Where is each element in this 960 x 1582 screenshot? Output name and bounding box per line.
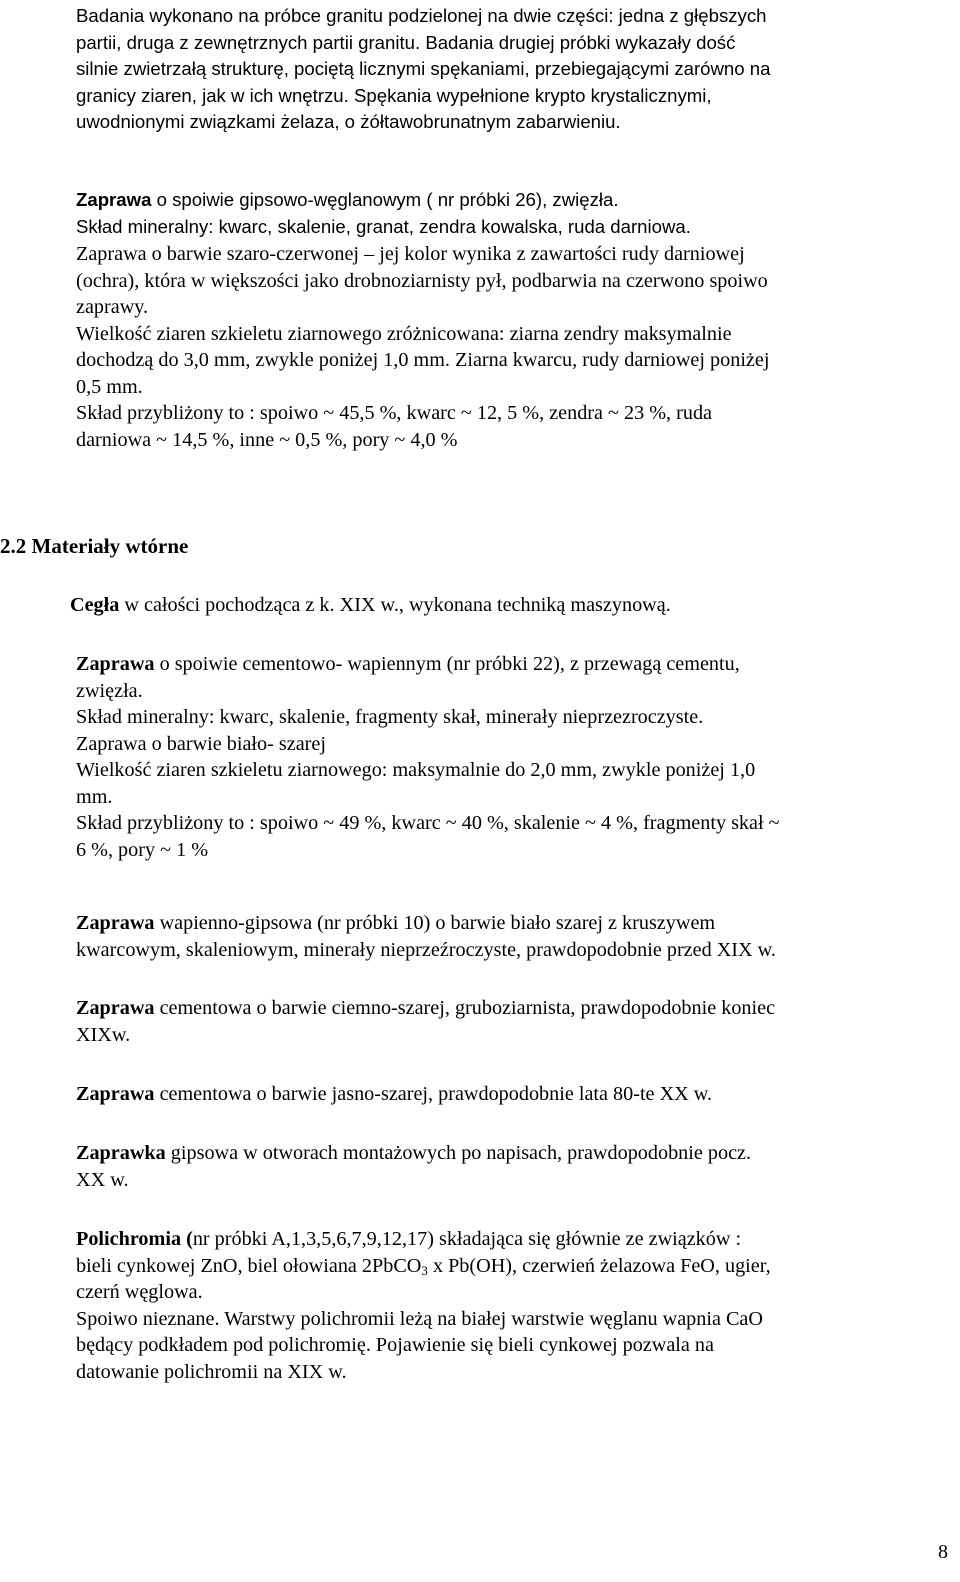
- text-line: XIXw.: [76, 1023, 131, 1046]
- text-line: [76, 651, 952, 678]
- text-line: Skład przybliżony to : spoiwo ~ 49 %, kwarc ~ 40 %, skalenie ~ 4 %, fragmenty skał ~: [76, 812, 780, 834]
- text-line: Skład przybliżony to : spoiwo ~ 45,5 %, kwarc ~ 12, 5 %, zendra ~ 23 %, ruda: [76, 402, 713, 424]
- mortar-22-paragraph: [76, 651, 952, 863]
- text-line: Wielkość ziaren szkieletu ziarnowego: maksymalnie do 2,0 mm, zwykle poniżej 1,0: [76, 759, 756, 781]
- text-line: [76, 910, 952, 937]
- text-line: 6 %, pory ~ 1 %: [76, 838, 209, 861]
- polychrome-paragraph: [76, 1226, 952, 1385]
- text-run: o spoiwie cementowo- wapiennym (nr próbki 22), z przewagą cementu,: [154, 653, 740, 675]
- text-line: zaprawy.: [76, 296, 149, 318]
- gypsum-mortar-paragraph: [76, 1140, 952, 1193]
- text-line: silnie zwietrzałą strukturę, pociętą licznymi spękaniami, przebiegającymi zarówno na: [76, 58, 771, 79]
- section-heading: 2.2 Materiały wtórne: [0, 534, 189, 558]
- term-bold: Cegła: [70, 594, 120, 616]
- text-line: Zaprawa o barwie szaro-czerwonej – jej kolor wynika z zawartości rudy darniowej: [76, 243, 745, 265]
- mortar-26-details: [76, 241, 952, 453]
- text-line: datowanie polichromii na XIX w.: [76, 1360, 347, 1383]
- text-line: [70, 592, 950, 619]
- text-run: cementowa o barwie ciemno-szarej, gruboziarnista, prawdopodobnie koniec: [154, 997, 776, 1019]
- text-line: Zaprawa o barwie biało- szarej: [76, 732, 326, 755]
- text-line: kwarcowym, skaleniowym, minerały nieprzeźroczyste, prawdopodobnie przed XIX w.: [76, 938, 776, 961]
- text-run: o spoiwie gipsowo-węglanowym ( nr próbki 26), zwięzła.: [151, 189, 619, 210]
- text-line: [76, 1226, 952, 1253]
- page-number: 8: [938, 1541, 948, 1563]
- text-line: dochodzą do 3,0 mm, zwykle poniżej 1,0 mm. Ziarna kwarcu, rudy darniowej poniżej: [76, 349, 770, 371]
- term-bold: Zaprawa: [76, 189, 152, 210]
- text-line: Skład mineralny: kwarc, skalenie, granat, zendra kowalska, ruda darniowa.: [76, 215, 691, 237]
- text-line: zwięzła.: [76, 679, 143, 702]
- text-run: gipsowa w otworach montażowych po napisach, prawdopodobnie pocz.: [165, 1142, 752, 1164]
- term-bold: Zaprawa: [76, 653, 155, 675]
- text-line: darniowa ~ 14,5 %, inne ~ 0,5 %, pory ~ 4,0 %: [76, 428, 458, 451]
- text-line: Skład mineralny: kwarc, skalenie, fragmenty skał, minerały nieprzezroczyste.: [76, 706, 704, 728]
- text-line: będący podkładem pod polichromię. Pojawienie się bieli cynkowej pozwala na: [76, 1334, 714, 1356]
- term-bold: Zaprawa: [76, 912, 155, 934]
- term-bold: Polichromia (: [76, 1228, 193, 1250]
- text-line: mm.: [76, 785, 113, 808]
- text-run: bieli cynkowej ZnO, biel ołowiana 2PbCO: [76, 1254, 422, 1277]
- text-line: uwodnionymi związkami żelaza, o żółtawobrunatnym zabarwieniu.: [76, 111, 621, 132]
- brick-paragraph: [70, 592, 950, 619]
- text-run: w całości pochodząca z k. XIX w., wykonana techniką maszynową.: [119, 594, 671, 616]
- mortar-light-paragraph: [76, 1081, 952, 1108]
- term-bold: Zaprawa: [76, 997, 155, 1019]
- granite-paragraph: [76, 3, 952, 136]
- text-line: [76, 187, 952, 214]
- text-run: cementowa o barwie jasno-szarej, prawdopodobnie lata 80-te XX w.: [154, 1083, 713, 1105]
- text-run: wapienno-gipsowa (nr próbki 10) o barwie biało szarej z kruszywem: [154, 912, 716, 934]
- text-line: [76, 995, 952, 1022]
- text-line: czerń węglowa.: [76, 1281, 203, 1303]
- text-line: [76, 1081, 952, 1108]
- mortar-26-paragraph: [76, 187, 952, 240]
- text-run: x Pb(OH), czerwień żelazowa FeO, ugier,: [427, 1254, 771, 1277]
- mortar-dark-paragraph: [76, 995, 952, 1048]
- mortar-10-paragraph: [76, 910, 952, 963]
- text-line: [76, 1140, 952, 1167]
- subscript: 3: [421, 1262, 428, 1278]
- text-line: partii, druga z zewnętrznych partii granitu. Badania drugiej próbki wykazały dość: [76, 31, 736, 53]
- term-bold: Zaprawa: [76, 1083, 155, 1105]
- term-bold: Zaprawka: [76, 1142, 166, 1164]
- text-run: nr próbki A,1,3,5,6,7,9,12,17) składająca się głównie ze związków :: [192, 1228, 742, 1250]
- text-line: Badania wykonano na próbce granitu podzielonej na dwie części: jedna z głębszych: [76, 5, 767, 26]
- text-line: 0,5 mm.: [76, 375, 143, 398]
- text-line: Wielkość ziaren szkieletu ziarnowego zróżnicowana: ziarna zendry maksymalnie: [76, 322, 732, 345]
- text-line: (ochra), która w większości jako drobnoziarnisty pył, podbarwia na czerwono spoiwo: [76, 269, 768, 292]
- text-line: Spoiwo nieznane. Warstwy polichromii leżą na białej warstwie węglanu wapnia CaO: [76, 1307, 763, 1330]
- text-line: XX w.: [76, 1168, 129, 1191]
- text-line: [76, 1253, 952, 1280]
- text-line: granicy ziaren, jak w ich wnętrzu. Spękania wypełnione krypto krystalicznymi,: [76, 84, 712, 106]
